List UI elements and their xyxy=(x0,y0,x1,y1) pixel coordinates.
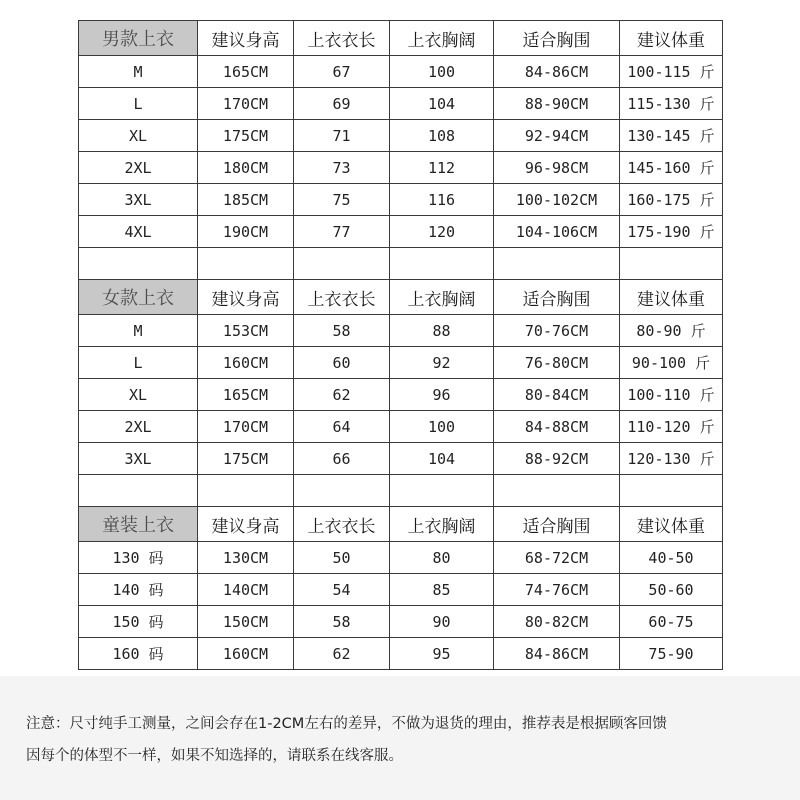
cell-weight: 40-50 xyxy=(620,542,723,574)
spacer-cell xyxy=(390,248,494,280)
section-spacer-row xyxy=(79,248,723,280)
cell-size: L xyxy=(79,347,198,379)
table-row xyxy=(79,56,723,88)
cell-length: 58 xyxy=(294,315,390,347)
cell-fit-chest: 68-72CM xyxy=(494,542,620,574)
table-row xyxy=(79,411,723,443)
cell-fit-chest: 80-84CM xyxy=(494,379,620,411)
cell-size: 160 码 xyxy=(79,638,198,670)
cell-fit-chest: 96-98CM xyxy=(494,152,620,184)
spacer-cell xyxy=(620,248,723,280)
cell-length: 64 xyxy=(294,411,390,443)
cell-weight: 100-115 斤 xyxy=(620,56,723,88)
cell-size: 130 码 xyxy=(79,542,198,574)
section-title-mens: 男款上衣 xyxy=(79,21,198,56)
spacer-cell xyxy=(198,475,294,507)
spacer-cell xyxy=(294,475,390,507)
cell-length: 50 xyxy=(294,542,390,574)
spacer-cell xyxy=(390,475,494,507)
spacer-cell xyxy=(79,475,198,507)
cell-weight: 130-145 斤 xyxy=(620,120,723,152)
column-header-chest-width: 上衣胸阔 xyxy=(390,280,494,315)
cell-chest-width: 92 xyxy=(390,347,494,379)
spacer-cell xyxy=(620,475,723,507)
cell-length: 54 xyxy=(294,574,390,606)
column-header-height: 建议身高 xyxy=(198,280,294,315)
cell-height: 175CM xyxy=(198,443,294,475)
column-header-length: 上衣衣长 xyxy=(294,280,390,315)
column-header-length: 上衣衣长 xyxy=(294,507,390,542)
cell-chest-width: 90 xyxy=(390,606,494,638)
cell-weight: 120-130 斤 xyxy=(620,443,723,475)
column-header-height: 建议身高 xyxy=(198,507,294,542)
cell-chest-width: 116 xyxy=(390,184,494,216)
cell-length: 71 xyxy=(294,120,390,152)
cell-length: 62 xyxy=(294,638,390,670)
cell-height: 165CM xyxy=(198,379,294,411)
cell-height: 150CM xyxy=(198,606,294,638)
cell-chest-width: 85 xyxy=(390,574,494,606)
column-header-fit-chest: 适合胸围 xyxy=(494,507,620,542)
cell-size: 4XL xyxy=(79,216,198,248)
table-row xyxy=(79,315,723,347)
cell-length: 67 xyxy=(294,56,390,88)
cell-length: 77 xyxy=(294,216,390,248)
section-header-row-mens xyxy=(79,21,723,56)
cell-weight: 80-90 斤 xyxy=(620,315,723,347)
cell-fit-chest: 80-82CM xyxy=(494,606,620,638)
cell-fit-chest: 74-76CM xyxy=(494,574,620,606)
cell-fit-chest: 84-88CM xyxy=(494,411,620,443)
note-line-1: 注意：尺寸纯手工测量，之间会存在1-2CM左右的差异，不做为退货的理由，推荐表是根据顾客回馈 xyxy=(26,716,667,732)
cell-weight: 60-75 xyxy=(620,606,723,638)
column-header-height: 建议身高 xyxy=(198,21,294,56)
cell-size: 2XL xyxy=(79,411,198,443)
section-spacer-row xyxy=(79,475,723,507)
table-row xyxy=(79,347,723,379)
cell-chest-width: 104 xyxy=(390,443,494,475)
cell-chest-width: 80 xyxy=(390,542,494,574)
cell-weight: 115-130 斤 xyxy=(620,88,723,120)
table-row xyxy=(79,184,723,216)
cell-size: 3XL xyxy=(79,443,198,475)
cell-length: 75 xyxy=(294,184,390,216)
spacer-cell xyxy=(494,475,620,507)
cell-size: XL xyxy=(79,379,198,411)
table-row xyxy=(79,574,723,606)
section-title-womens: 女款上衣 xyxy=(79,280,198,315)
cell-weight: 75-90 xyxy=(620,638,723,670)
cell-size: M xyxy=(79,315,198,347)
cell-chest-width: 108 xyxy=(390,120,494,152)
size-chart-table xyxy=(78,20,723,670)
cell-height: 170CM xyxy=(198,411,294,443)
spacer-cell xyxy=(79,248,198,280)
cell-chest-width: 104 xyxy=(390,88,494,120)
table-row xyxy=(79,379,723,411)
table-row xyxy=(79,216,723,248)
cell-height: 160CM xyxy=(198,638,294,670)
cell-fit-chest: 76-80CM xyxy=(494,347,620,379)
column-header-length: 上衣衣长 xyxy=(294,21,390,56)
cell-fit-chest: 84-86CM xyxy=(494,638,620,670)
column-header-fit-chest: 适合胸围 xyxy=(494,21,620,56)
cell-height: 170CM xyxy=(198,88,294,120)
column-header-chest-width: 上衣胸阔 xyxy=(390,507,494,542)
cell-weight: 175-190 斤 xyxy=(620,216,723,248)
cell-fit-chest: 88-90CM xyxy=(494,88,620,120)
cell-chest-width: 100 xyxy=(390,411,494,443)
table-row xyxy=(79,606,723,638)
cell-weight: 160-175 斤 xyxy=(620,184,723,216)
cell-height: 190CM xyxy=(198,216,294,248)
section-header-row-kids xyxy=(79,507,723,542)
table-row xyxy=(79,88,723,120)
spacer-cell xyxy=(294,248,390,280)
cell-chest-width: 95 xyxy=(390,638,494,670)
cell-height: 175CM xyxy=(198,120,294,152)
column-header-weight: 建议体重 xyxy=(620,280,723,315)
cell-fit-chest: 104-106CM xyxy=(494,216,620,248)
cell-length: 66 xyxy=(294,443,390,475)
table-row xyxy=(79,443,723,475)
cell-fit-chest: 70-76CM xyxy=(494,315,620,347)
size-note xyxy=(26,708,786,772)
column-header-weight: 建议体重 xyxy=(620,507,723,542)
cell-chest-width: 112 xyxy=(390,152,494,184)
cell-weight: 110-120 斤 xyxy=(620,411,723,443)
cell-chest-width: 96 xyxy=(390,379,494,411)
note-line-2: 因每个的体型不一样，如果不知选择的，请联系在线客服。 xyxy=(26,748,403,764)
cell-fit-chest: 92-94CM xyxy=(494,120,620,152)
cell-chest-width: 120 xyxy=(390,216,494,248)
cell-weight: 90-100 斤 xyxy=(620,347,723,379)
column-header-weight: 建议体重 xyxy=(620,21,723,56)
table-row xyxy=(79,152,723,184)
cell-size: L xyxy=(79,88,198,120)
cell-fit-chest: 88-92CM xyxy=(494,443,620,475)
cell-size: 150 码 xyxy=(79,606,198,638)
cell-height: 140CM xyxy=(198,574,294,606)
cell-height: 180CM xyxy=(198,152,294,184)
table-row xyxy=(79,542,723,574)
cell-length: 62 xyxy=(294,379,390,411)
table-row xyxy=(79,120,723,152)
cell-weight: 145-160 斤 xyxy=(620,152,723,184)
cell-height: 165CM xyxy=(198,56,294,88)
column-header-chest-width: 上衣胸阔 xyxy=(390,21,494,56)
cell-weight: 100-110 斤 xyxy=(620,379,723,411)
cell-height: 160CM xyxy=(198,347,294,379)
cell-size: M xyxy=(79,56,198,88)
cell-length: 58 xyxy=(294,606,390,638)
cell-fit-chest: 100-102CM xyxy=(494,184,620,216)
cell-size: XL xyxy=(79,120,198,152)
section-title-kids: 童装上衣 xyxy=(79,507,198,542)
section-header-row-womens xyxy=(79,280,723,315)
cell-length: 69 xyxy=(294,88,390,120)
cell-size: 2XL xyxy=(79,152,198,184)
cell-height: 185CM xyxy=(198,184,294,216)
column-header-fit-chest: 适合胸围 xyxy=(494,280,620,315)
spacer-cell xyxy=(494,248,620,280)
table-row xyxy=(79,638,723,670)
spacer-cell xyxy=(198,248,294,280)
cell-height: 130CM xyxy=(198,542,294,574)
cell-chest-width: 88 xyxy=(390,315,494,347)
cell-chest-width: 100 xyxy=(390,56,494,88)
cell-weight: 50-60 xyxy=(620,574,723,606)
cell-fit-chest: 84-86CM xyxy=(494,56,620,88)
cell-size: 3XL xyxy=(79,184,198,216)
cell-size: 140 码 xyxy=(79,574,198,606)
cell-length: 73 xyxy=(294,152,390,184)
cell-length: 60 xyxy=(294,347,390,379)
cell-height: 153CM xyxy=(198,315,294,347)
size-chart-body xyxy=(79,21,723,670)
